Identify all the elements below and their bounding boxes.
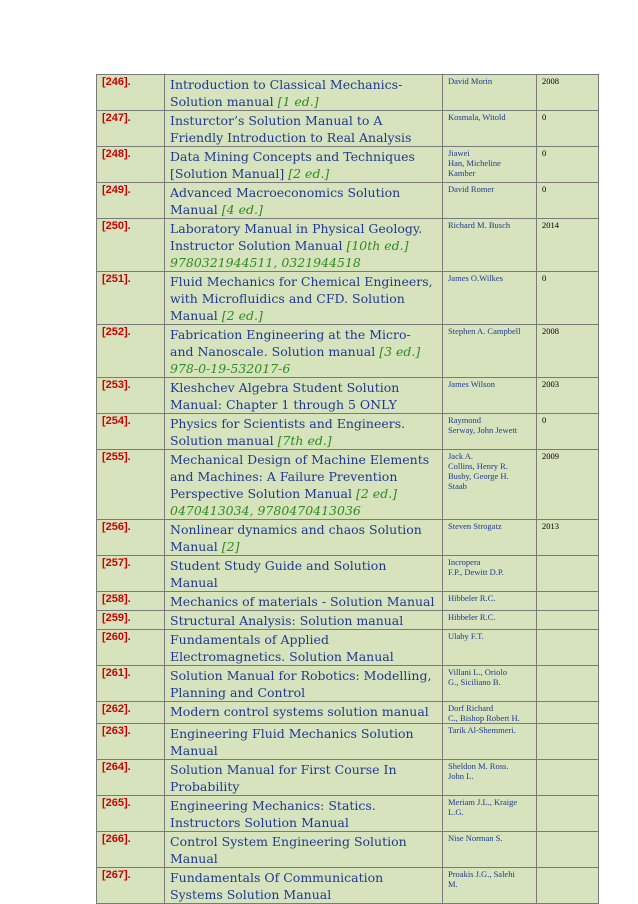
author-line: G., Siciliano B. <box>448 677 501 687</box>
author-line: Villani L., Oriolo <box>448 667 507 677</box>
edition: [2] <box>221 539 240 554</box>
table-row <box>97 450 599 520</box>
author-cell <box>443 666 537 702</box>
table-row <box>97 520 599 556</box>
book-title: Nonlinear dynamics and chaos Solution Manual <box>170 522 422 554</box>
book-title-cell <box>165 325 443 378</box>
author-cell <box>443 702 537 724</box>
book-title-cell <box>165 556 443 592</box>
book-title-cell <box>165 414 443 450</box>
author-line: Han, Micheline <box>448 158 501 168</box>
book-title: Solution Manual for First Course In Probability <box>170 762 397 794</box>
book-title: Fundamentals Of Communication Systems Solution Manual <box>170 870 384 902</box>
year-cell: 2013 <box>537 520 599 556</box>
entry-number: [266]. <box>97 832 165 868</box>
entry-number: [254]. <box>97 414 165 450</box>
table-row <box>97 556 599 592</box>
author-line: Serway, John Jewett <box>448 425 518 435</box>
author-line: Kosmala, Witold <box>448 112 506 122</box>
author-line: Meriam J.L., Kraige <box>448 797 518 807</box>
author-cell <box>443 611 537 630</box>
author-line: Staab <box>448 481 467 491</box>
entry-number: [263]. <box>97 724 165 760</box>
book-title: Student Study Guide and Solution Manual <box>170 558 387 590</box>
book-title: Solution Manual for Robotics: Modelling, Planning and Control <box>170 668 432 700</box>
solution-manual-table <box>96 74 599 904</box>
author-line: Stephen A. Campbell <box>448 326 521 336</box>
book-title-cell <box>165 378 443 414</box>
book-title: Insturctor’s Solution Manual to A Friendly Introduction to Real Analysis <box>170 113 412 145</box>
book-title: Engineering Fluid Mechanics Solution Manual <box>170 726 414 758</box>
table-row <box>97 183 599 219</box>
book-title-cell <box>165 666 443 702</box>
book-title: Data Mining Concepts and Techniques [Solution Manual] <box>170 149 415 181</box>
book-title: Advanced Macroeconomics Solution Manual <box>170 185 401 217</box>
table-row <box>97 724 599 760</box>
author-cell <box>443 520 537 556</box>
book-title: Engineering Mechanics: Statics. Instructors Solution Manual <box>170 798 376 830</box>
book-title-cell <box>165 219 443 272</box>
edition: [3 ed.] <box>379 344 421 359</box>
author-line: Nise Norman S. <box>448 833 503 843</box>
year-cell <box>537 556 599 592</box>
edition: [4 ed.] <box>221 202 263 217</box>
edition: [10th ed.] <box>346 238 409 253</box>
author-line: Raymond <box>448 415 482 425</box>
book-title-cell <box>165 272 443 325</box>
table-row <box>97 832 599 868</box>
table-row <box>97 219 599 272</box>
year-cell <box>537 666 599 702</box>
year-cell: 0 <box>537 147 599 183</box>
table-row <box>97 325 599 378</box>
book-title-cell <box>165 832 443 868</box>
author-cell <box>443 378 537 414</box>
edition: [2 ed.] <box>221 308 263 323</box>
book-title: Kleshchev Algebra Student Solution Manual: Chapter 1 through 5 ONLY <box>170 380 400 412</box>
entry-number: [257]. <box>97 556 165 592</box>
book-title: Fundamentals of Applied Electromagnetics. Solution Manual <box>170 632 394 664</box>
edition: [2 ed.] <box>288 166 330 181</box>
author-cell <box>443 272 537 325</box>
year-cell <box>537 724 599 760</box>
year-cell: 2014 <box>537 219 599 272</box>
author-cell <box>443 796 537 832</box>
author-cell <box>443 219 537 272</box>
book-title-cell <box>165 796 443 832</box>
author-line: James Wilson <box>448 379 495 389</box>
author-cell <box>443 592 537 611</box>
author-line: John L. <box>448 771 474 781</box>
isbn: 0470413034, 9780470413036 <box>170 503 361 518</box>
author-line: Sheldon M. Ross. <box>448 761 509 771</box>
book-title-cell <box>165 630 443 666</box>
author-line: Ulaby F.T. <box>448 631 484 641</box>
entry-number: [246]. <box>97 75 165 111</box>
year-cell: 0 <box>537 111 599 147</box>
year-cell: 2009 <box>537 450 599 520</box>
year-cell <box>537 630 599 666</box>
book-title-cell <box>165 868 443 904</box>
book-title: Laboratory Manual in Physical Geology. Instructor Solution Manual <box>170 221 423 253</box>
author-cell <box>443 183 537 219</box>
author-line: Incropera <box>448 557 481 567</box>
author-cell <box>443 760 537 796</box>
table-row <box>97 147 599 183</box>
author-cell <box>443 325 537 378</box>
table-body <box>97 75 599 904</box>
book-title-cell <box>165 520 443 556</box>
author-line: Richard M. Busch <box>448 220 511 230</box>
year-cell: 2008 <box>537 325 599 378</box>
book-title-cell <box>165 760 443 796</box>
author-line: Dorf Richard <box>448 703 494 713</box>
entry-number: [248]. <box>97 147 165 183</box>
author-cell <box>443 556 537 592</box>
book-title-cell <box>165 724 443 760</box>
entry-number: [247]. <box>97 111 165 147</box>
author-line: Jack A. <box>448 451 474 461</box>
year-cell <box>537 796 599 832</box>
author-line: Tarik Al-Shemmeri. <box>448 725 516 735</box>
year-cell <box>537 611 599 630</box>
table-row <box>97 272 599 325</box>
book-title: Mechanics of materials - Solution Manual <box>170 594 435 609</box>
author-cell <box>443 75 537 111</box>
author-line: Collins, Henry R. <box>448 461 508 471</box>
year-cell <box>537 760 599 796</box>
author-cell <box>443 868 537 904</box>
table-row <box>97 666 599 702</box>
book-title: Physics for Scientists and Engineers. Solution manual <box>170 416 406 448</box>
year-cell <box>537 868 599 904</box>
entry-number: [251]. <box>97 272 165 325</box>
entry-number: [264]. <box>97 760 165 796</box>
table-row <box>97 702 599 724</box>
year-cell <box>537 702 599 724</box>
book-title: Modern control systems solution manual <box>170 704 429 719</box>
edition: [7th ed.] <box>277 433 332 448</box>
book-title: Structural Analysis: Solution manual <box>170 613 404 628</box>
book-title: Introduction to Classical Mechanics-Solution manual <box>170 77 403 109</box>
author-line: Busby, George H. <box>448 471 509 481</box>
author-cell <box>443 414 537 450</box>
book-title-cell <box>165 183 443 219</box>
book-title: Fluid Mechanics for Chemical Engineers, with Microfluidics and CFD. Solution Manual <box>170 274 433 323</box>
author-cell <box>443 724 537 760</box>
book-title: Fabrication Engineering at the Micro- and Nanoscale. Solution manual <box>170 327 411 359</box>
book-title-cell <box>165 75 443 111</box>
book-title: Control System Engineering Solution Manual <box>170 834 407 866</box>
author-cell <box>443 450 537 520</box>
author-line: M. <box>448 879 458 889</box>
book-title-cell <box>165 450 443 520</box>
book-title-cell <box>165 702 443 724</box>
entry-number: [255]. <box>97 450 165 520</box>
year-cell: 0 <box>537 183 599 219</box>
author-cell <box>443 832 537 868</box>
isbn: 978-0-19-532017-6 <box>170 361 291 376</box>
entry-number: [262]. <box>97 702 165 724</box>
author-line: Kamber <box>448 168 476 178</box>
author-line: Steven Strogatz <box>448 521 502 531</box>
year-cell: 2003 <box>537 378 599 414</box>
table-row <box>97 796 599 832</box>
author-cell <box>443 111 537 147</box>
author-cell <box>443 630 537 666</box>
author-cell <box>443 147 537 183</box>
year-cell <box>537 592 599 611</box>
author-line: F.P., Dewitt D.P. <box>448 567 504 577</box>
entry-number: [256]. <box>97 520 165 556</box>
author-line: James O.Wilkes <box>448 273 503 283</box>
entry-number: [253]. <box>97 378 165 414</box>
year-cell: 0 <box>537 414 599 450</box>
table-row <box>97 378 599 414</box>
entry-number: [249]. <box>97 183 165 219</box>
isbn: 9780321944511, 0321944518 <box>170 255 361 270</box>
author-line: Proakis J.G., Salehi <box>448 869 515 879</box>
author-line: Hibbeler R.C. <box>448 593 496 603</box>
entry-number: [260]. <box>97 630 165 666</box>
table-row <box>97 111 599 147</box>
entry-number: [267]. <box>97 868 165 904</box>
entry-number: [265]. <box>97 796 165 832</box>
book-title: Mechanical Design of Machine Elements and Machines: A Failure Prevention Perspective Solution Manual <box>170 452 430 501</box>
author-line: C., Bishop Robert H. <box>448 713 520 723</box>
table-row <box>97 868 599 904</box>
book-title-cell <box>165 147 443 183</box>
book-title-cell <box>165 611 443 630</box>
book-title-cell <box>165 111 443 147</box>
year-cell <box>537 832 599 868</box>
book-title-cell <box>165 592 443 611</box>
year-cell: 2008 <box>537 75 599 111</box>
entry-number: [261]. <box>97 666 165 702</box>
edition: [2 ed.] <box>356 486 398 501</box>
entry-number: [258]. <box>97 592 165 611</box>
author-line: Jiawei <box>448 148 470 158</box>
table-row <box>97 611 599 630</box>
edition: [1 ed.] <box>277 94 319 109</box>
entry-number: [250]. <box>97 219 165 272</box>
author-line: Hibbeler R.C. <box>448 612 496 622</box>
table-row <box>97 75 599 111</box>
table-row <box>97 592 599 611</box>
author-line: David Romer <box>448 184 495 194</box>
table-row <box>97 414 599 450</box>
table-row <box>97 760 599 796</box>
table-row <box>97 630 599 666</box>
entry-number: [252]. <box>97 325 165 378</box>
entry-number: [259]. <box>97 611 165 630</box>
author-line: David Morin <box>448 76 493 86</box>
author-line: L.G. <box>448 807 464 817</box>
year-cell: 0 <box>537 272 599 325</box>
